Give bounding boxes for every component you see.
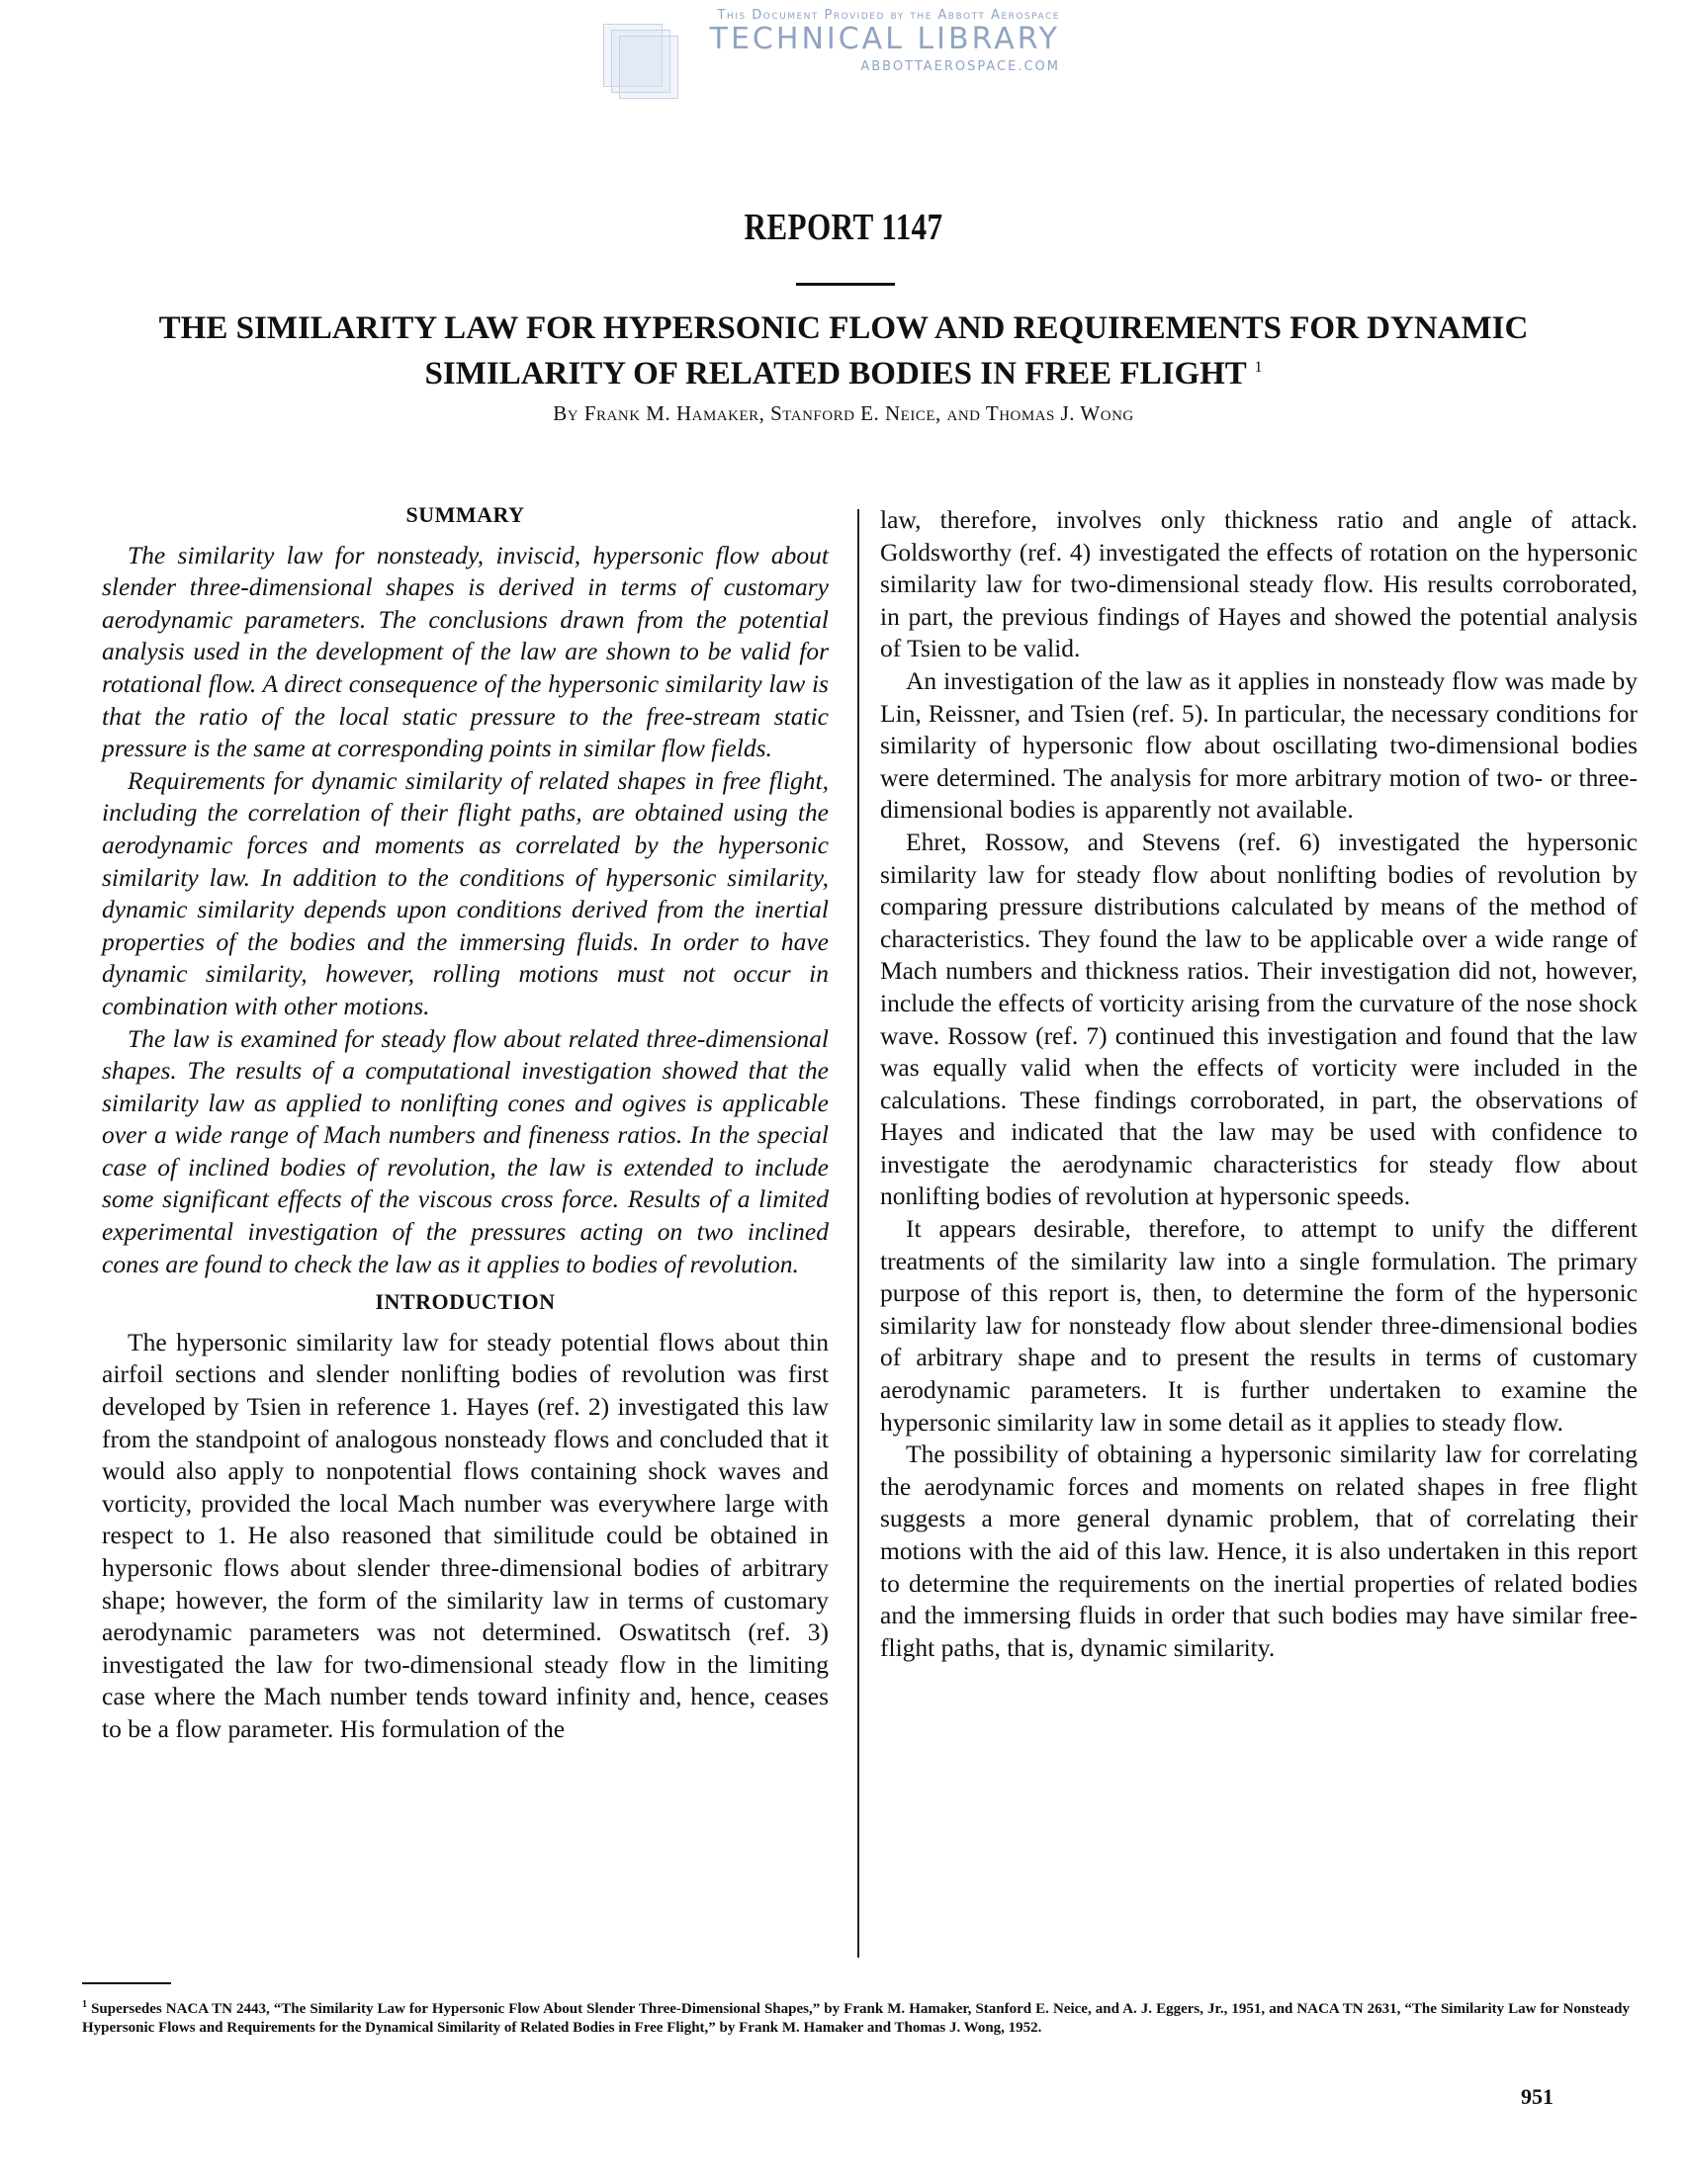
footnote-rule — [82, 1982, 171, 1984]
footnote-text: Supersedes NACA TN 2443, “The Similarity Law for Hypersonic Flow About Slender Three-Dimensional Shapes,” by Frank M. Hamaker, Stanford E. Neice, and A. J. Eggers, Jr., 1951, and NACA TN 2631, “The Similarity Law for Nonsteady Hypersonic Flows and Requirements for the Dynamical Similarity of Related Bodies in Free Flight,” by Frank M. Hamaker and Thomas J. Wong, 1952. — [82, 2001, 1631, 2036]
summary-heading: SUMMARY — [405, 502, 525, 527]
title-footnote-mark: 1 — [1254, 359, 1263, 376]
summary-paragraph: Requirements for dynamic similarity of related shapes in free flight, including the correlation of their flight paths, are obtained using the aerodynamic forces and moments as correlated by the hypersonic similarity law. In addition to the conditions of hypersonic similarity, dynamic similarity depends upon conditions derived from the inertial properties of the bodies and the immersing fluids. In order to have dynamic similarity, however, rolling motions must not occur in combination with other motions. — [102, 765, 829, 1020]
summary-paragraph: The law is examined for steady flow about related three-dimensional shapes. The results of a computational investigation showed that the similarity law as applied to nonlifting cones and ogives is applicable over a wide range of Mach numbers and fineness ratios. In the special case of inclined bodies of revolution, the law is extended to include some significant effects of the viscous cross force. Results of a limited experimental investigation of the pressures acting on two inclined cones are found to check the law as it applies to bodies of revolution. — [102, 1023, 829, 1278]
introduction-paragraph: The possibility of obtaining a hypersonic similarity law for correlating the aerodynamic forces and moments on related shapes in free flight suggests a more general dynamic problem, that of correlating their motions with the aid of this law. Hence, it is also undertaken in this report to determine the requirements on the inertial properties of related bodies and the immersing fluids in order that such bodies may have similar free-flight paths, that is, dynamic similarity. — [880, 1440, 1638, 1662]
page-number: 951 — [1521, 2084, 1554, 2109]
left-column — [102, 499, 829, 1746]
paper-title-text: THE SIMILARITY LAW FOR HYPERSONIC FLOW AND REQUIREMENTS FOR DYNAMIC SIMILARITY OF RELATED BODIES IN FREE FLIGHT — [158, 310, 1529, 392]
watermark-provided-by: This Document Provided by the Abbott Aerospace — [717, 8, 1060, 23]
author-line: By Frank M. Hamaker, Stanford E. Neice, and Thomas J. Wong — [553, 401, 1134, 425]
footnote — [82, 1995, 1630, 2038]
introduction-paragraph: It appears desirable, therefore, to attempt to unify the different treatments of the similarity law into a single formulation. The primary purpose of this report is, then, to determine the form of the hypersonic similarity law for nonsteady flow about slender three-dimensional bodies of arbitrary shape and to present the results in terms of customary aerodynamic parameters. It is further undertaken to examine the hypersonic similarity law in some detail as it applies to steady flow. — [880, 1214, 1638, 1437]
right-column — [880, 504, 1638, 1664]
watermark-technical-library: TECHNICAL LIBRARY — [709, 22, 1060, 56]
footnote-mark: 1 — [82, 1999, 87, 2010]
introduction-heading: INTRODUCTION — [375, 1289, 556, 1315]
introduction-paragraph: An investigation of the law as it applies in nonsteady flow was made by Lin, Reissner, and Tsien (ref. 5). In particular, the necessary conditions for similarity of hypersonic flow about oscillating two-dimensional bodies were determined. The analysis for more arbitrary motion of two- or three-dimensional bodies is apparently not available. — [880, 665, 1638, 825]
introduction-paragraph: The hypersonic similarity law for steady potential flows about thin airfoil sections and slender nonlifting bodies of revolution was first developed by Tsien in reference 1. Hayes (ref. 2) investigated this law from the standpoint of analogous nonsteady flows and concluded that it would also apply to nonpotential flows containing shock waves and vorticity, provided the local Mach number was everywhere large with respect to 1. He also reasoned that similitude could be obtained in hypersonic flows about slender three-dimensional bodies of arbitrary shape; however, the form of the similarity law in terms of customary aerodynamic parameters was not determined. Oswatitsch (ref. 3) investigated the law for two-dimensional steady flow in the limiting case where the Mach number tends toward infinity and, hence, ceases to be a flow parameter. His formulation of the — [102, 1327, 829, 1743]
document-pages-icon — [603, 24, 682, 93]
abbott-aerospace-watermark — [593, 6, 1088, 115]
paper-title — [99, 308, 1588, 393]
report-number: REPORT 1147 — [744, 207, 943, 248]
introduction-paragraph: Ehret, Rossow, and Stevens (ref. 6) investigated the hypersonic similarity law for steady flow about nonlifting bodies of revolution by comparing pressure distributions calculated by means of the method of characteristics. They found the law to be applicable over a wide range of Mach numbers and thickness ratios. Their investigation did not, however, include the effects of vorticity arising from the curvature of the nose shock wave. Rossow (ref. 7) continued this investigation and found that the law was equally valid when the effects of vorticity were included in the calculations. These findings corroborated, in part, the observations of Hayes and indicated that the law may be used with confidence to investigate the aerodynamic characteristics for steady flow about nonlifting bodies of revolution at hypersonic speeds. — [880, 827, 1638, 1211]
summary-paragraph: The similarity law for nonsteady, inviscid, hypersonic flow about slender three-dimensional shapes is derived in terms of customary aerodynamic parameters. The conclusions drawn from the potential analysis used in the development of the law are shown to be valid for rotational flow. A direct consequence of the hypersonic similarity law is that the ratio of the local static pressure to the free-stream static pressure is the same at corresponding points in similar flow fields. — [102, 540, 829, 763]
summary-body — [102, 540, 829, 1281]
watermark-url: ABBOTTAEROSPACE.COM — [860, 59, 1060, 74]
title-divider — [796, 283, 895, 286]
column-divider — [857, 509, 859, 1958]
introduction-paragraph-continued: law, therefore, involves only thickness ratio and angle of attack. Goldsworthy (ref. 4) investigated the effects of rotation on the hypersonic similarity law for two-dimensional steady flow. His results corroborated, in part, the previous findings of Hayes and showed the potential analysis of Tsien to be valid. — [880, 505, 1638, 663]
